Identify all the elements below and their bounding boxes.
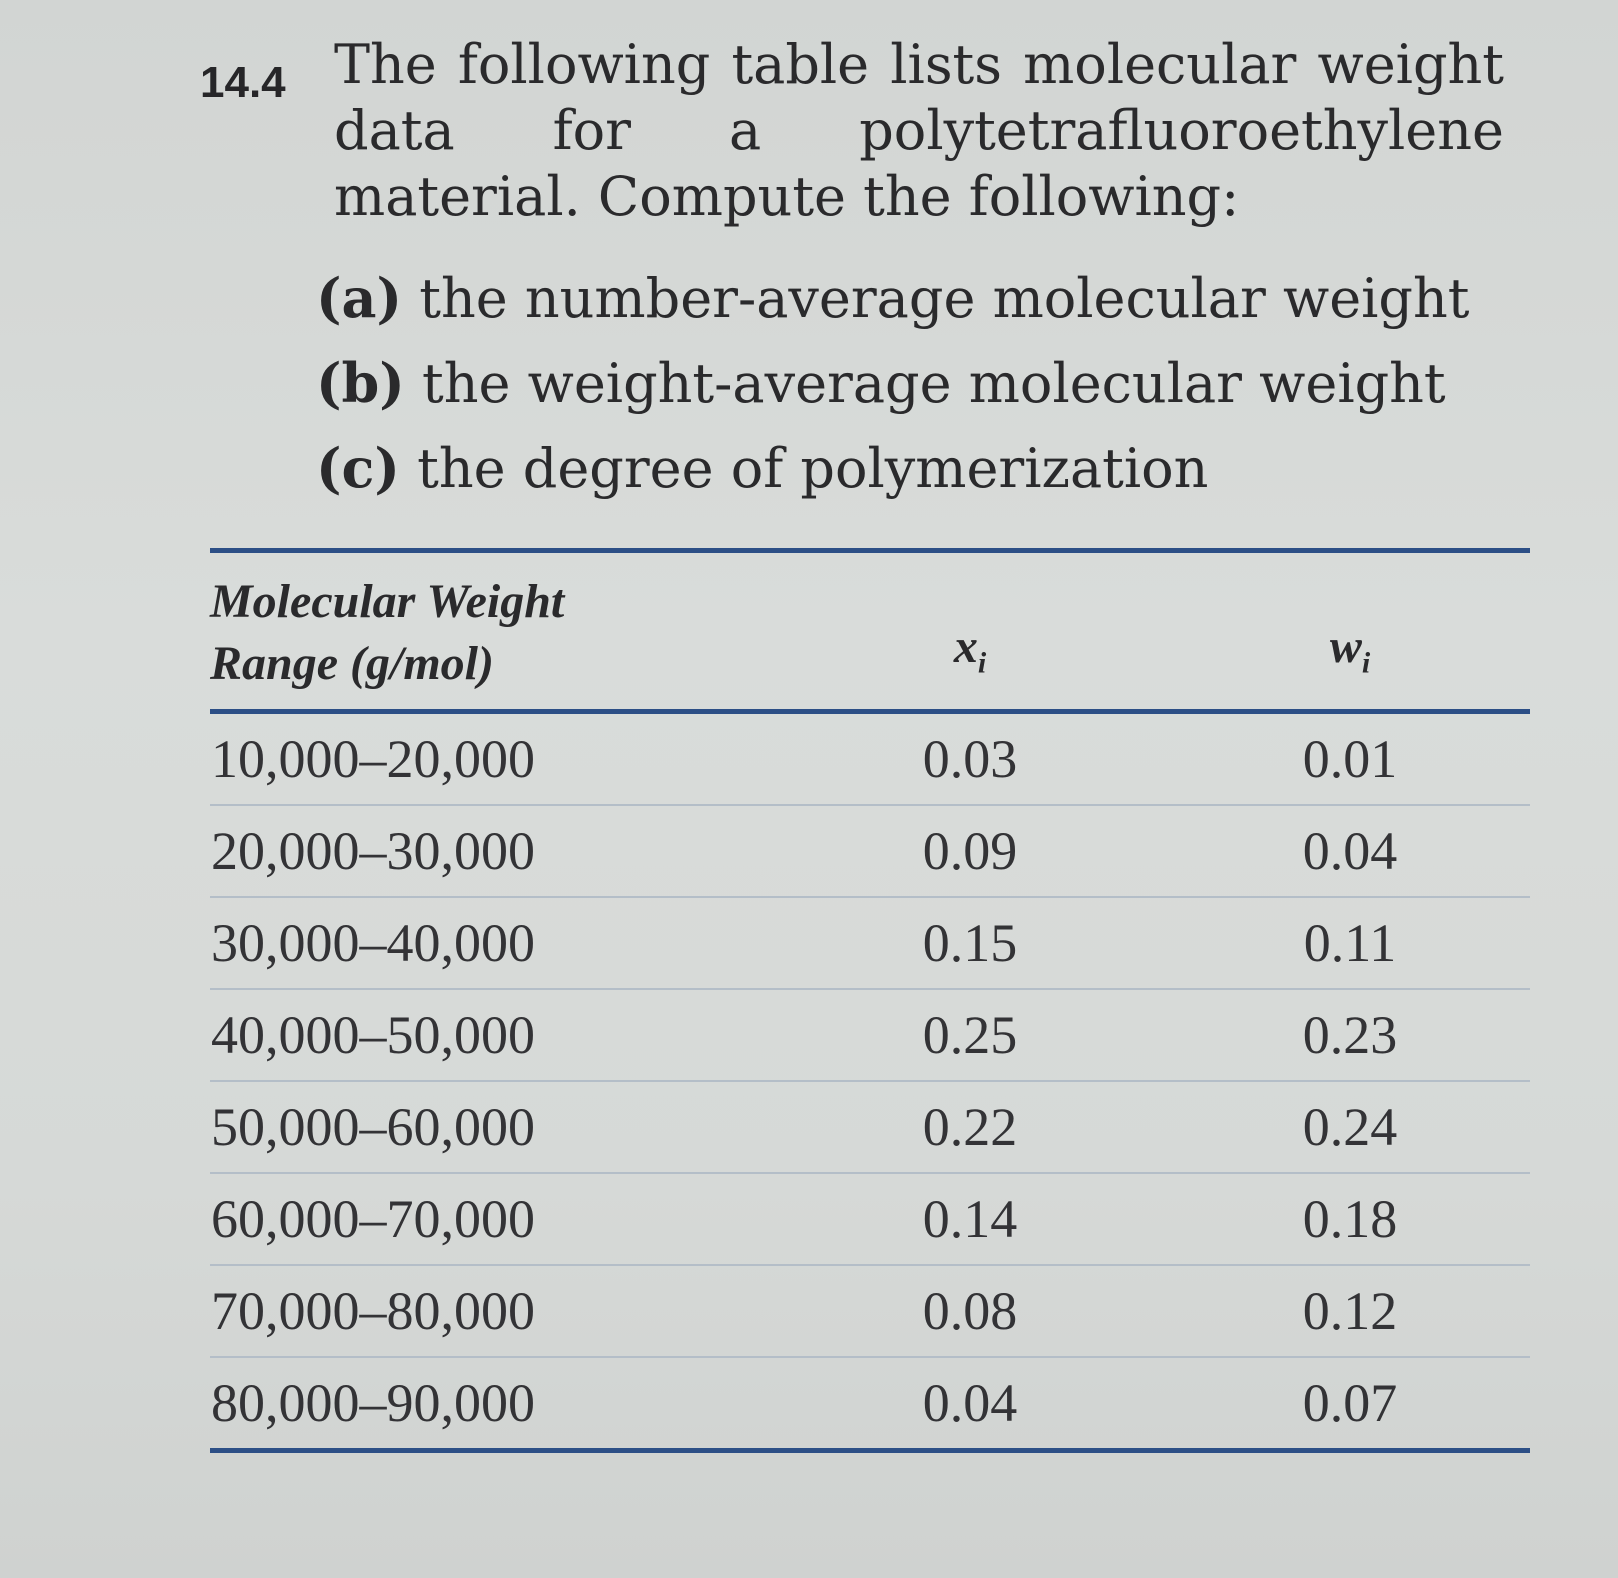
range-cell: 70,000–80,000 [210, 1265, 770, 1357]
range-cell: 20,000–30,000 [210, 805, 770, 897]
part-label: (b) [316, 351, 405, 415]
range-cell: 50,000–60,000 [210, 1081, 770, 1173]
table-row [210, 1081, 1530, 1173]
problem-parts-list [316, 256, 1540, 511]
x-cell: 0.08 [770, 1265, 1170, 1357]
table-row [210, 1173, 1530, 1265]
part-text: the number-average molecular weight [419, 267, 1470, 330]
header-x-base: x [953, 620, 978, 674]
problem-heading [200, 32, 1540, 230]
w-cell: 0.23 [1170, 989, 1530, 1081]
header-weight-fraction [1170, 551, 1530, 712]
x-cell: 0.09 [770, 805, 1170, 897]
w-cell: 0.18 [1170, 1173, 1530, 1265]
x-cell: 0.03 [770, 712, 1170, 806]
part-text: the weight-average molecular weight [422, 352, 1446, 415]
header-x-sub: i [977, 647, 987, 680]
x-cell: 0.04 [922, 1373, 1018, 1433]
header-number-fraction [770, 551, 1170, 712]
table-row [210, 712, 1530, 806]
w-cell: 0.07 [1302, 1373, 1398, 1433]
problem-number: 14.4 [200, 58, 286, 107]
header-range-line2: Range (g/mol) [210, 637, 494, 690]
header-range-line1: Molecular Weight [210, 575, 565, 628]
molecular-weight-table-wrapper [210, 548, 1530, 1453]
problem-statement: The following table lists molecular weight data for a polytetrafluoroethylene material. Compute the following: [334, 33, 1504, 228]
problem-block [200, 32, 1540, 511]
molecular-weight-table [210, 548, 1530, 1453]
part-label: (a) [316, 266, 403, 330]
table-row [210, 1357, 1530, 1451]
range-cell: 80,000–90,000 [211, 1373, 535, 1433]
range-cell: 40,000–50,000 [210, 989, 770, 1081]
w-cell: 0.11 [1170, 897, 1530, 989]
range-cell: 10,000–20,000 [210, 712, 770, 806]
problem-part-b [316, 341, 1540, 426]
x-cell: 0.25 [770, 989, 1170, 1081]
x-cell: 0.15 [770, 897, 1170, 989]
part-label: (c) [316, 436, 400, 500]
table-row [210, 989, 1530, 1081]
part-text: the degree of polymerization [417, 437, 1209, 500]
header-w-base: w [1329, 620, 1362, 674]
w-cell: 0.04 [1170, 805, 1530, 897]
w-cell: 0.24 [1170, 1081, 1530, 1173]
table-header-row [210, 551, 1530, 712]
header-range [210, 551, 770, 712]
range-cell: 30,000–40,000 [210, 897, 770, 989]
w-cell: 0.12 [1170, 1265, 1530, 1357]
w-cell: 0.01 [1170, 712, 1530, 806]
range-cell: 60,000–70,000 [210, 1173, 770, 1265]
table-row [210, 805, 1530, 897]
table-row [210, 1265, 1530, 1357]
header-w-sub: i [1361, 647, 1371, 680]
x-cell: 0.14 [770, 1173, 1170, 1265]
x-cell: 0.22 [770, 1081, 1170, 1173]
problem-part-c [316, 426, 1540, 511]
table-row [210, 897, 1530, 989]
problem-part-a [316, 256, 1540, 341]
